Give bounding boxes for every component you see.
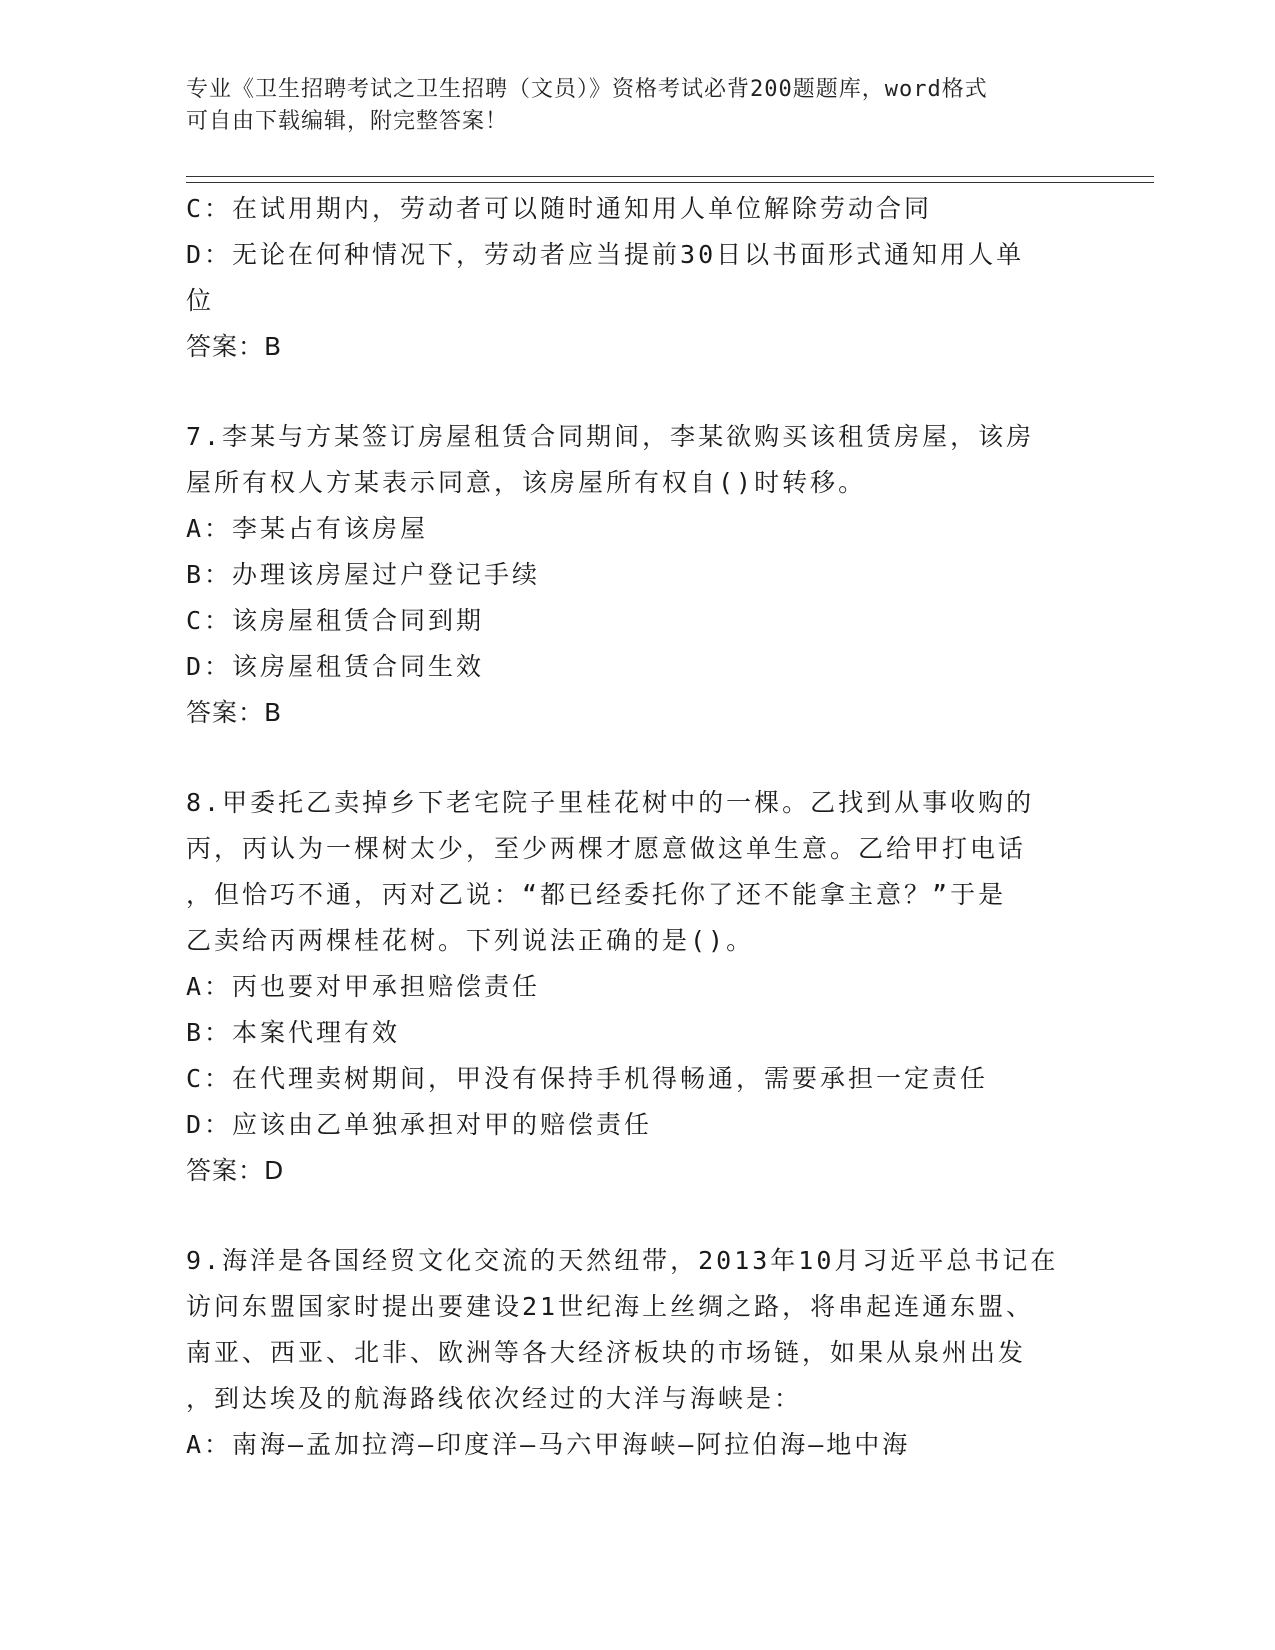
option-b: B：办理该房屋过户登记手续 (186, 560, 541, 589)
question-text-line-4: ，到达埃及的航海路线依次经过的大洋与海峡是： (186, 1384, 803, 1413)
header-title-line-2: 可自由下载编辑，附完整答案！ (186, 109, 509, 134)
header-divider-bottom (186, 182, 1154, 183)
answer-label: 答案：B (186, 698, 283, 727)
question-text-line-2: 丙，丙认为一棵树太少，至少两棵才愿意做这单生意。乙给甲打电话 (186, 834, 1027, 863)
document-header (186, 74, 1066, 138)
question-9-block (186, 1238, 1066, 1468)
question-text-line-3: 南亚、西亚、北非、欧洲等各大经济板块的市场链，如果从泉州出发 (186, 1338, 1027, 1367)
option-a: A：李某占有该房屋 (186, 514, 429, 543)
question-list (186, 186, 1066, 1468)
question-text-line-4: 乙卖给丙两棵桂花树。下列说法正确的是()。 (186, 926, 755, 955)
option-d: D：该房屋租赁合同生效 (186, 652, 485, 681)
question-6-block (186, 186, 1066, 370)
question-text-line-1: 7.李某与方某签订房屋租赁合同期间，李某欲购买该租赁房屋，该房 (186, 422, 1035, 451)
option-b: B：本案代理有效 (186, 1018, 401, 1047)
answer-label: 答案：D (186, 1156, 285, 1185)
question-spacer (186, 370, 1066, 414)
question-text-line-2: 屋所有权人方某表示同意，该房屋所有权自()时转移。 (186, 468, 867, 497)
option-d-line-2: 位 (186, 286, 215, 315)
question-text-line-1: 9.海洋是各国经贸文化交流的天然纽带，2013年10月习近平总书记在 (186, 1246, 1059, 1275)
question-7-block (186, 414, 1066, 736)
question-text-line-3: ，但恰巧不通，丙对乙说：“都已经委托你了还不能拿主意？”于是 (186, 880, 1007, 909)
option-d: D：应该由乙单独承担对甲的赔偿责任 (186, 1110, 653, 1139)
question-8-block (186, 780, 1066, 1194)
answer-label: 答案：B (186, 332, 283, 361)
header-title-line-1: 专业《卫生招聘考试之卫生招聘（文员）》资格考试必背200题题库，word格式 (186, 77, 988, 102)
question-text-line-2: 访问东盟国家时提出要建设21世纪海上丝绸之路，将串起连通东盟、 (186, 1292, 1035, 1321)
question-text-line-1: 8.甲委托乙卖掉乡下老宅院子里桂花树中的一棵。乙找到从事收购的 (186, 788, 1035, 817)
option-a: A：丙也要对甲承担赔偿责任 (186, 972, 541, 1001)
option-c: C：该房屋租赁合同到期 (186, 606, 485, 635)
question-spacer (186, 1194, 1066, 1238)
option-a: A：南海—孟加拉湾—印度洋—马六甲海峡—阿拉伯海—地中海 (186, 1430, 911, 1459)
header-divider-top (186, 176, 1154, 177)
option-c: C：在试用期内，劳动者可以随时通知用人单位解除劳动合同 (186, 194, 933, 223)
question-spacer (186, 736, 1066, 780)
option-c: C：在代理卖树期间，甲没有保持手机得畅通，需要承担一定责任 (186, 1064, 989, 1093)
option-d-line-1: D：无论在何种情况下，劳动者应当提前30日以书面形式通知用人单 (186, 240, 1025, 269)
